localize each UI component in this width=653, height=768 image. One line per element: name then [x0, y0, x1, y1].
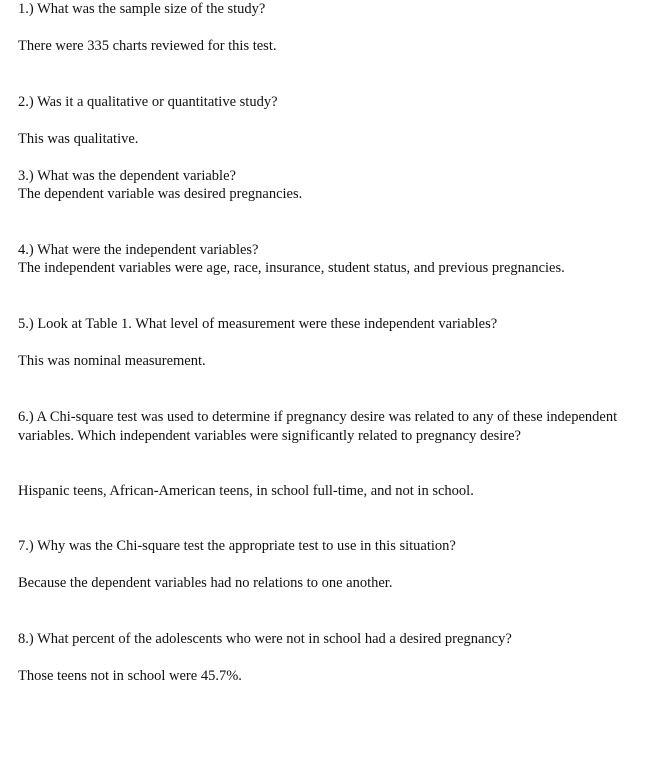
question-7: 7.) Why was the Chi-square test the appropriate test to use in this situation? [18, 538, 456, 554]
question-6: 6.) A Chi-square test was used to determine if pregnancy desire was related to any of these independent variables. Which independent variables were significantly related to pregnancy desire? [18, 409, 618, 444]
answer-2: This was qualitative. [18, 131, 139, 147]
question-4: 4.) What were the independent variables? [18, 242, 259, 258]
question-2: 2.) Was it a qualitative or quantitative study? [18, 94, 278, 110]
question-5: 5.) Look at Table 1. What level of measurement were these independent variables? [18, 316, 498, 332]
question-3: 3.) What was the dependent variable? [18, 168, 236, 184]
answer-5: This was nominal measurement. [18, 353, 206, 369]
answer-6: Hispanic teens, African-American teens, in school full-time, and not in school. [18, 483, 474, 499]
answer-3: The dependent variable was desired pregnancies. [18, 186, 303, 202]
question-1: 1.) What was the sample size of the study? [18, 1, 266, 17]
answer-8: Those teens not in school were 45.7%. [18, 668, 242, 684]
answer-7: Because the dependent variables had no relations to one another. [18, 575, 393, 591]
question-8: 8.) What percent of the adolescents who were not in school had a desired pregnancy? [18, 631, 512, 647]
answer-4: The independent variables were age, race, insurance, student status, and previous pregnancies. [18, 260, 565, 276]
answer-1: There were 335 charts reviewed for this test. [18, 38, 277, 54]
